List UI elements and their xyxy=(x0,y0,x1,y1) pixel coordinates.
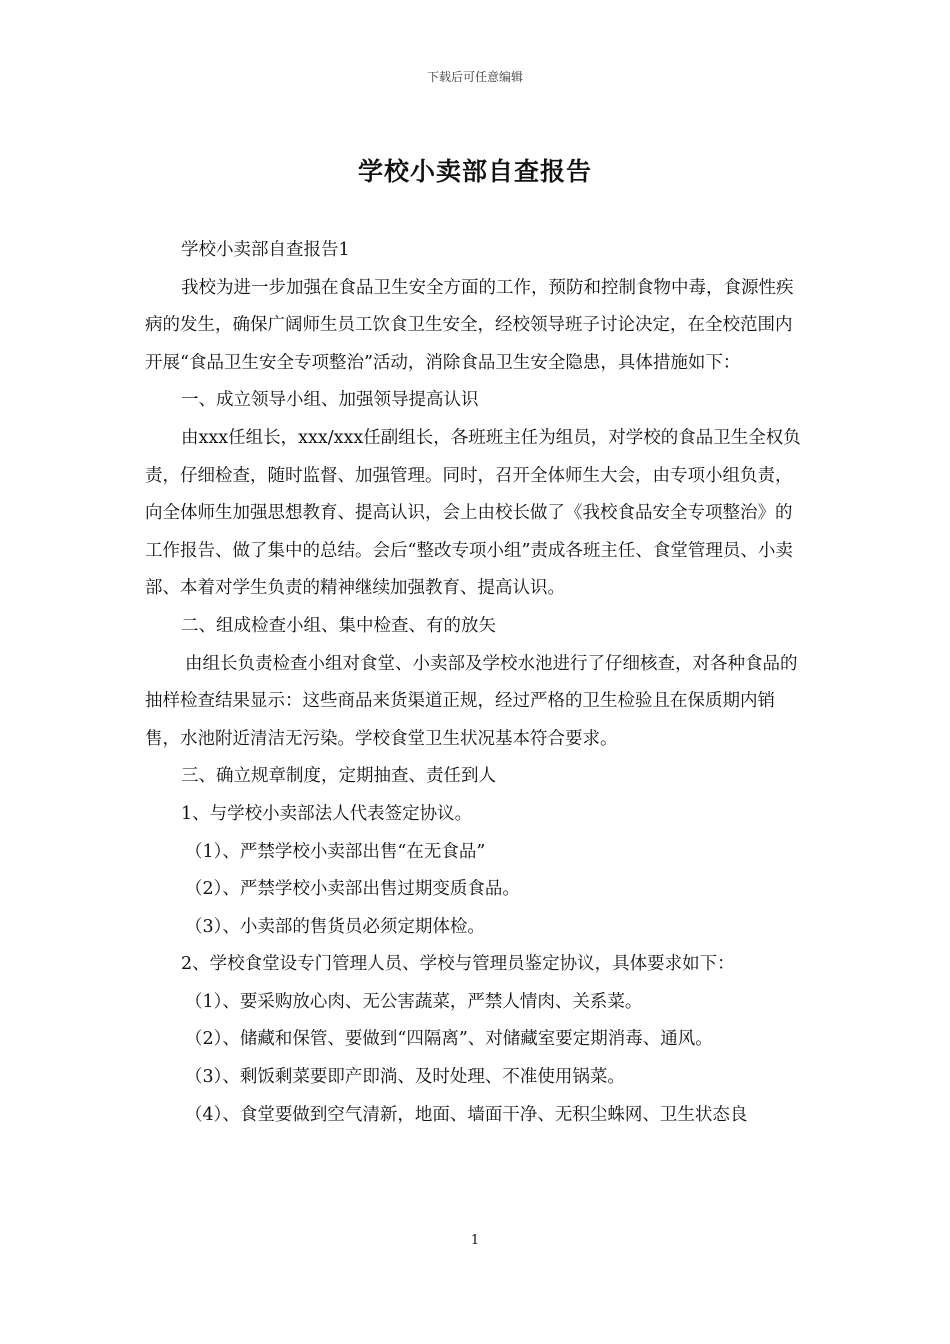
section2-paragraph: 由组长负责检查小组对食堂、小卖部及学校水池进行了仔细核查，对各种食品的抽样检查结果显示：这些商品来货渠道正规，经过严格的卫生检验且在保质期内销售，水池附近清洁无污染。学校食堂卫生状况基本符合要求。 xyxy=(145,653,798,749)
list-subitem: （2）、严禁学校小卖部出售过期变质食品。 xyxy=(185,879,520,900)
section2-heading: 二、组成检查小组、集中检查、有的放矢 xyxy=(181,615,496,636)
document-body xyxy=(145,232,807,1134)
page-header-note: 下载后可任意编辑 xyxy=(426,70,523,84)
section1-heading: 一、成立领导小组、加强领导提高认识 xyxy=(181,390,479,411)
list-subitem: （1）、严禁学校小卖部出售“在无食品” xyxy=(185,841,486,862)
section3-heading: 三、确立规章制度，定期抽查、责任到人 xyxy=(181,766,496,787)
section1-paragraph: 由xxx任组长，xxx/xxx任副组长，各班班主任为组员，对学校的食品卫生全权负责，仔细检查，随时监督、加强管理。同时，召开全体师生大会，由专项小组负责，向全体师生加强思想教育、提高认识，会上由校长做了《我校食品安全专项整治》的工作报告、做了集中的总结。会后“整改专项小组”责成各班主任、食堂管理员、小卖部、本着对学生负责的精神继续加强教育、提高认识。 xyxy=(145,427,801,599)
document-title: 学校小卖部自查报告 xyxy=(357,157,592,186)
list-item: 2、学校食堂设专门管理人员、学校与管理员鉴定协议，具体要求如下： xyxy=(181,954,735,975)
report-subtitle: 学校小卖部自查报告1 xyxy=(181,240,350,260)
list-subitem: （2）、储藏和保管、要做到“四隔离”、对储藏室要定期消毒、通风。 xyxy=(185,1029,713,1050)
intro-paragraph: 我校为进一步加强在食品卫生安全方面的工作，预防和控制食物中毒，食源性疾病的发生，确保广阔师生员工饮食卫生安全，经校领导班子讨论决定，在全校范围内开展“食品卫生安全专项整治”活动，消除食品卫生安全隐患，具体措施如下： xyxy=(145,277,794,373)
list-subitem: （3）、小卖部的售货员必须定期体检。 xyxy=(185,916,485,937)
list-subitem: （4）、食堂要做到空气清新，地面、墙面干净、无积尘蛛网、卫生状态良 xyxy=(185,1104,748,1125)
list-item: 1、与学校小卖部法人代表签定协议。 xyxy=(181,803,473,824)
list-subitem: （1）、要采购放心肉、无公害蔬菜，严禁人情肉、关系菜。 xyxy=(185,991,643,1012)
page-number: 1 xyxy=(470,1233,480,1248)
list-subitem: （3）、剩饭剩菜要即产即淌、及时处理、不准使用锅菜。 xyxy=(185,1067,625,1088)
